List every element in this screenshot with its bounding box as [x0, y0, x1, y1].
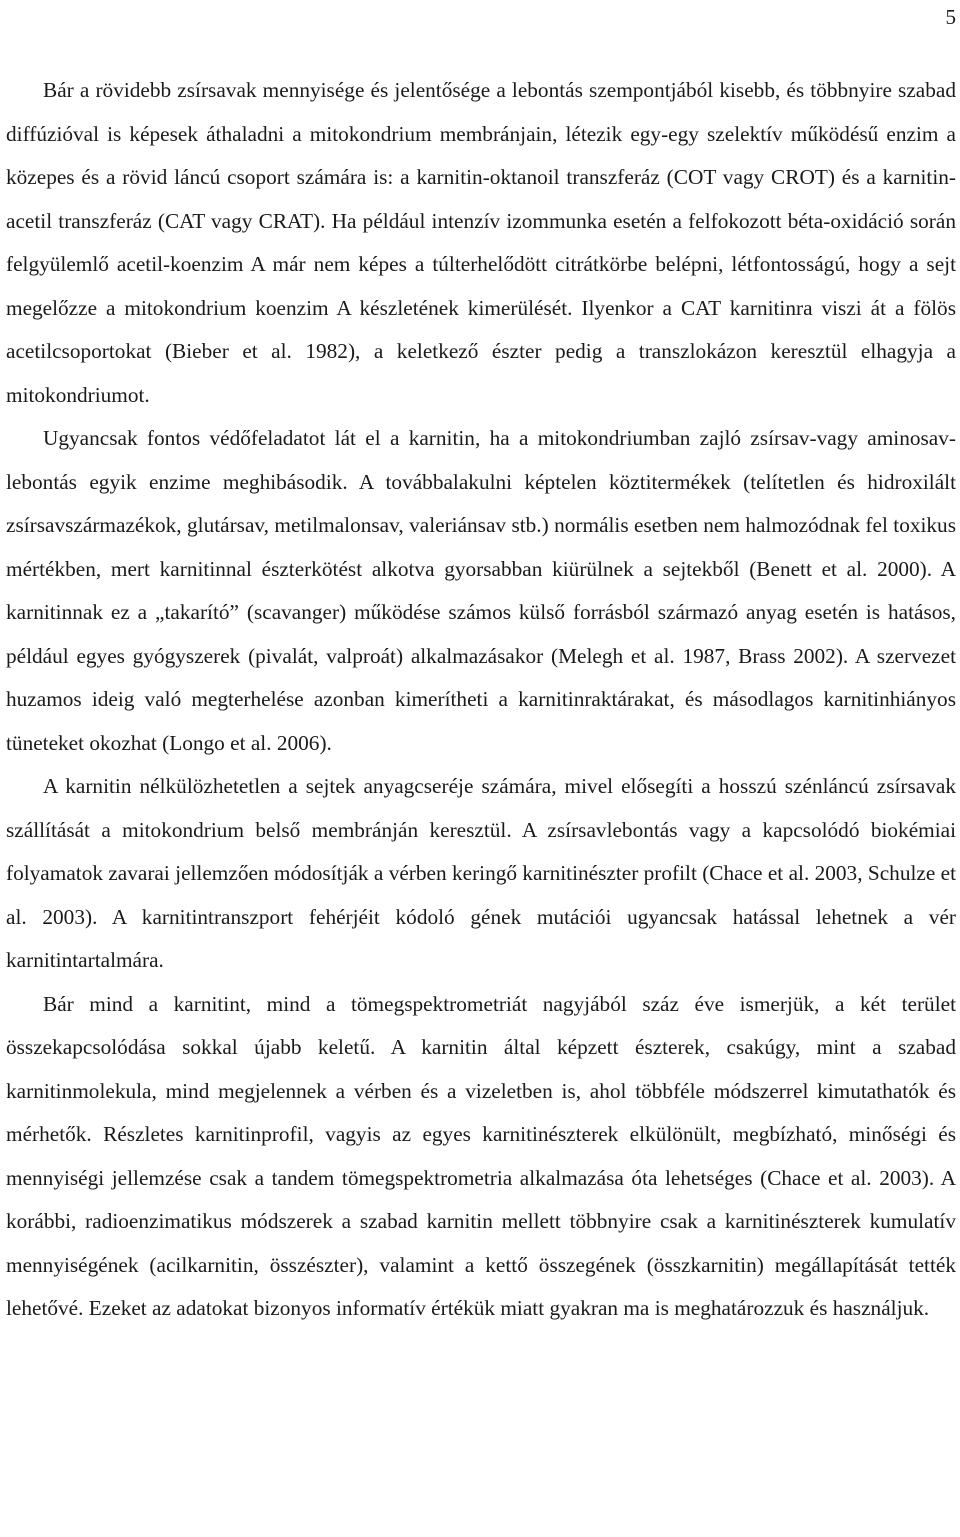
paragraph-mitochondrial-enzymes: Bár a rövidebb zsírsavak mennyisége és jelentősége a lebontás szempontjából kisebb, és többnyire szabad diffúzióval is képesek áthaladni a mitokondrium membránjain, létezik egy-egy szelektív működésű enzim a közepes és a rövid láncú csoport számára is: a karnitin-oktanoil transzferáz (COT vagy CROT) és a karnitin-acetil transzferáz (CAT vagy CRAT). Ha például intenzív izommunka esetén a felfokozott béta-oxidáció során felgyülemlő acetil-koenzim A már nem képes a túlterhelődött citrátkörbe belépni, létfontosságú, hogy a sejt megelőzze a mitokondrium koenzim A készletének kimerülését. Ilyenkor a CAT karnitinra viszi át a fölös acetilcsoportokat (Bieber et al. 1982), a keletkező észter pedig a transzlokázon keresztül elhagyja a mitokondriumot.	[6, 78, 956, 407]
paragraph-mass-spectrometry: Bár mind a karnitint, mind a tömegspektrometriát nagyjából száz éve ismerjük, a két terület összekapcsolódása sokkal újabb keletű. A karnitin által képzett észterek, csakúgy, mint a szabad karnitinmolekula, mind megjelennek a vérben és a vizeletben is, ahol többféle módszerrel kimutathatók és mérhetők. Részletes karnitinprofil, vagyis az egyes karnitinészterek elkülönült, megbízható, minőségi és mennyiségi jellemzése csak a tandem tömegspektrometria alkalmazása óta lehetséges (Chace et al. 2003). A korábbi, radioenzimatikus módszerek a szabad karnitin mellett többnyire csak a karnitinészterek kumulatív mennyiségének (acilkarnitin, összészter), valamint a kettő összegének (összkarnitin) megállapítását tették lehetővé. Ezeket az adatokat bizonyos informatív értékük miatt gyakran ma is meghatározzuk és használjuk.	[6, 991, 956, 1320]
paragraph-carnitine-transport: A karnitin nélkülözhetetlen a sejtek anyagcseréje számára, mivel elősegíti a hosszú szénláncú zsírsavak szállítását a mitokondrium belső membránján keresztül. A zsírsavlebontás vagy a kapcsolódó biokémiai folyamatok zavarai jellemzően módosítják a vérben keringő karnitinészter profilt (Chace et al. 2003, Schulze et al. 2003). A karnitintranszport fehérjéit kódoló gének mutációi ugyancsak hatással lehetnek a vér karnitintartalmára.	[6, 774, 956, 972]
paragraph-protective-role: Ugyancsak fontos védőfeladatot lát el a karnitin, ha a mitokondriumban zajló zsírsav-vagy aminosav-lebontás egyik enzime meghibásodik. A továbbalakulni képtelen köztitermékek (telítetlen és hidroxilált zsírsavszármazékok, glutársav, metilmalonsav, valeriánsav stb.) normális esetben nem halmozódnak fel toxikus mértékben, mert karnitinnal észterkötést alkotva gyorsabban kiürülnek a sejtekből (Benett et al. 2000). A karnitinnak ez a „takarító” (scavanger) működése számos külső forrásból származó anyag esetén is hatásos, például egyes gyógyszerek (pivalát, valproát) alkalmazásakor (Melegh et al. 1987, Brass 2002). A szervezet huzamos ideig való megterhelése azonban kimerítheti a karnitinraktárakat, és másodlagos karnitinhiányos tüneteket okozhat (Longo et al. 2006).	[6, 426, 956, 755]
body-text	[6, 69, 956, 1331]
page-number: 5	[945, 5, 956, 29]
